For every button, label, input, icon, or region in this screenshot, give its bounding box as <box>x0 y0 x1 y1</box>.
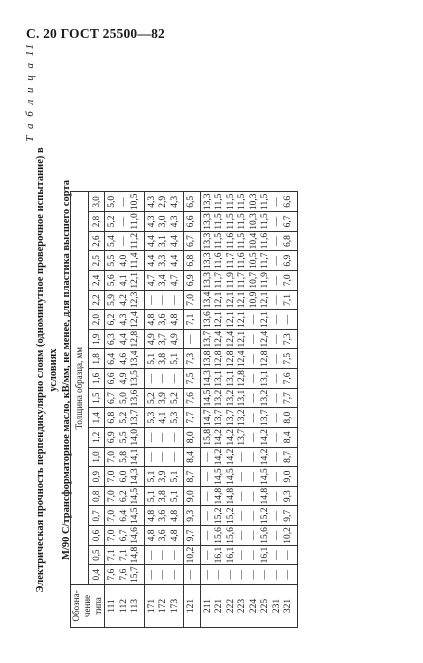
value-cell: 7,0 <box>184 290 201 310</box>
value-cell: 6,9 5,5 14,0 <box>105 428 145 448</box>
value-cell: 6,5 <box>184 192 201 212</box>
value-cell: 7,5 <box>184 369 201 389</box>
thickness-col-header: 1,6 <box>89 369 105 389</box>
value-cell: 6,2 4,3 12,4 <box>105 310 145 330</box>
value-cell: 9,0 <box>184 486 201 506</box>
value-cell: 5,6 4,1 12,1 <box>105 271 145 291</box>
type-cell: 121 <box>184 585 201 628</box>
value-cell: — 16,1 16,1 — — 16,1 — — <box>200 545 297 565</box>
thickness-col-header: 3,0 <box>89 192 105 212</box>
thickness-col-header: 0,5 <box>89 545 105 565</box>
value-cell: 13,3 11,5 11,5 11,5 10,3 11,5 — 6,7 <box>200 212 297 232</box>
value-cell: 5,1 3,8 5,1 <box>144 486 184 506</box>
value-cell: 7,0 6,2 14,5 <box>105 486 145 506</box>
thickness-col-header: 2,6 <box>89 231 105 251</box>
thickness-col-header: 0,8 <box>89 486 105 506</box>
value-cell: 6,6 4,9 13,5 <box>105 369 145 389</box>
value-cell: 4,3 3,0 4,3 <box>144 212 184 232</box>
value-cell: 7,6 7,6 15,7 <box>105 565 145 585</box>
value-cell: 10,2 <box>184 545 201 565</box>
value-cell: 6,9 <box>184 271 201 291</box>
value-cell: 14,7 13,7 13,7 13,2 — 13,7 — 8,0 <box>200 408 297 428</box>
value-cell: 5,4 — 11,2 <box>105 231 145 251</box>
value-cell: 4,8 3,6 4,8 <box>144 310 184 330</box>
thickness-col-header: 2,4 <box>89 271 105 291</box>
value-cell: — — — — — — — — <box>200 565 297 585</box>
value-cell: 4,8 3,6 4,8 <box>144 526 184 546</box>
thickness-col-header: 2,5 <box>89 251 105 271</box>
caption-line-2: M/90 C/трансформаторное масло, кВ/мм, не менее, для пластика высшего сорта <box>61 180 72 560</box>
value-cell: 13,3 11,5 11,5 11,5 10,3 11,5 — 6,6 <box>200 192 297 212</box>
table-row <box>184 192 201 628</box>
value-cell: 13,3 11,5 11,6 11,5 10,4 11,6 — 6,8 <box>200 231 297 251</box>
value-cell: 6,4 4,6 13,4 <box>105 349 145 369</box>
rotated-table-block <box>22 38 397 628</box>
value-cell: 6,3 4,4 12,8 <box>105 329 145 349</box>
value-cell: 7,0 6,4 14,5 <box>105 506 145 526</box>
value-cell: — 14,5 14,5 — — 14,5 — 9,0 <box>200 467 297 487</box>
value-cell: 13,8 12,8 12,8 12,4 — 12,8 — 7,5 <box>200 349 297 369</box>
thickness-row <box>89 192 105 628</box>
value-cell: — — — <box>144 369 184 389</box>
value-cell: 7,0 5,8 14,1 <box>105 447 145 467</box>
value-cell: 13,4 12,1 12,1 12,1 10,9 12,1 — 7,1 <box>200 290 297 310</box>
thickness-col-header: 1,9 <box>89 329 105 349</box>
value-cell: — 15,2 15,2 — — 15,2 — 9,7 <box>200 506 297 526</box>
value-cell: 7,0 6,0 14,3 <box>105 467 145 487</box>
table-label: Т а б л и ц а 11 <box>24 42 36 142</box>
value-cell: 5,3 4,1 5,3 <box>144 408 184 428</box>
value-cell: 5,2 — 11,0 <box>105 212 145 232</box>
value-cell: 4,4 3,1 4,4 <box>144 231 184 251</box>
value-cell: 6,8 <box>184 251 201 271</box>
thickness-col-header: 0,9 <box>89 467 105 487</box>
value-cell: 5,0 — 10,5 <box>105 192 145 212</box>
value-cell: — — — <box>144 545 184 565</box>
value-cell: 13,6 12,1 12,1 12,1 — 12,1 — — <box>200 310 297 330</box>
type-cell: 171 172 173 <box>144 585 184 628</box>
value-cell: — 14,2 14,2 — — 14,2 — 8,7 <box>200 447 297 467</box>
value-cell: 5,5 4,0 11,4 <box>105 251 145 271</box>
thickness-col-header: 1,2 <box>89 428 105 448</box>
value-cell: — — — <box>144 290 184 310</box>
value-cell: 5,2 3,9 5,2 <box>144 388 184 408</box>
thickness-col-header: 1,0 <box>89 447 105 467</box>
value-cell: 7,1 <box>184 310 201 330</box>
table-row <box>105 192 145 628</box>
value-cell: 14,3 13,1 13,1 12,8 — 13,1 — 7,6 <box>200 369 297 389</box>
value-cell: 6,7 <box>184 231 201 251</box>
value-cell: 5,9 4,2 12,3 <box>105 290 145 310</box>
value-cell: — — — <box>144 565 184 585</box>
thickness-col-header: 2,8 <box>89 212 105 232</box>
value-cell: 8,4 <box>184 447 201 467</box>
value-cell: 6,6 <box>184 212 201 232</box>
thickness-header: Толщина образца, мм <box>71 192 89 585</box>
thickness-col-header: 2,2 <box>89 290 105 310</box>
value-cell: 4,4 3,3 4,4 <box>144 251 184 271</box>
value-cell: 5,1 3,9 5,1 <box>144 467 184 487</box>
page-header: С. 20 ГОСТ 25500—82 <box>26 26 165 41</box>
table-row <box>200 192 297 628</box>
type-cell: 111 112 113 <box>105 585 145 628</box>
data-table <box>70 192 298 629</box>
value-cell: 4,9 3,7 4,9 <box>144 329 184 349</box>
thickness-col-header: 0,6 <box>89 526 105 546</box>
thickness-col-header: 1,5 <box>89 388 105 408</box>
value-cell: 7,7 <box>184 408 201 428</box>
value-cell: — — — <box>144 447 184 467</box>
value-cell: 7,3 <box>184 349 201 369</box>
value-cell: 6,8 5,2 13,7 <box>105 408 145 428</box>
table-row <box>144 192 184 628</box>
value-cell: — 15,6 15,6 — — 15,6 — 10,2 <box>200 526 297 546</box>
value-cell: — — — <box>144 428 184 448</box>
value-cell: 7,1 7,1 14,8 <box>105 545 145 565</box>
type-cell: 211 221 222 223 224 225 231 321 <box>200 585 297 628</box>
table-caption <box>34 130 73 610</box>
value-cell: 4,8 3,6 4,8 <box>144 506 184 526</box>
caption-line-1: Электрическая прочность перпендикулярно слоям (одноминутное проверочное испытание) в условиях <box>35 147 59 593</box>
value-cell: — <box>184 329 201 349</box>
value-cell: 5,1 3,8 5,1 <box>144 349 184 369</box>
value-cell: — <box>184 565 201 585</box>
value-cell: 8,7 <box>184 467 201 487</box>
thickness-col-header: 0,7 <box>89 506 105 526</box>
value-cell: 8,0 <box>184 428 201 448</box>
thickness-col-header: 1,8 <box>89 349 105 369</box>
type-header: Обозна- чение типа <box>71 585 105 628</box>
value-cell: 13,3 11,7 11,9 11,7 10,7 11,9 — 7,0 <box>200 271 297 291</box>
value-cell: 9,3 <box>184 506 201 526</box>
value-cell: 14,5 13,2 13,2 13,1 — 13,2 — 7,7 <box>200 388 297 408</box>
value-cell: 7,6 <box>184 388 201 408</box>
table-body <box>105 192 298 628</box>
value-cell: 9,7 <box>184 526 201 546</box>
value-cell: 13,7 12,4 12,4 12,1 — 12,4 — 7,3 <box>200 329 297 349</box>
value-cell: 7,0 6,7 14,6 <box>105 526 145 546</box>
value-cell: 15,8 14,2 14,2 13,7 — 14,2 — 8,4 <box>200 428 297 448</box>
value-cell: 4,3 2,9 4,3 <box>144 192 184 212</box>
thickness-col-header: 0,4 <box>89 565 105 585</box>
thickness-col-header: 1,4 <box>89 408 105 428</box>
value-cell: — 14,8 14,8 — — 14,8 — 9,3 <box>200 486 297 506</box>
value-cell: 4,7 3,4 4,7 <box>144 271 184 291</box>
value-cell: 13,3 11,6 11,7 11,6 10,5 11,7 — 6,9 <box>200 251 297 271</box>
value-cell: 6,7 5,0 13,6 <box>105 388 145 408</box>
thickness-col-header: 2,0 <box>89 310 105 330</box>
